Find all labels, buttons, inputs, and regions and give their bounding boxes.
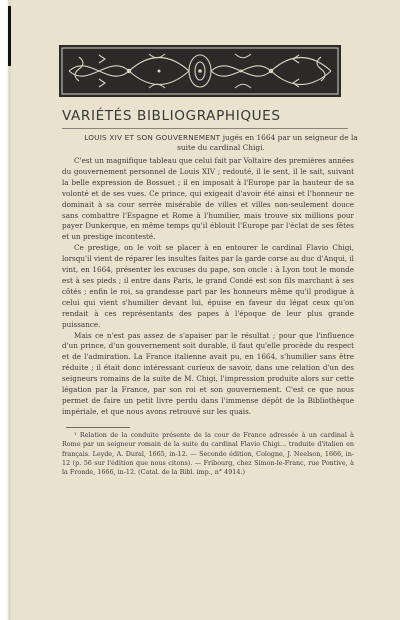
document-page: [4, 0, 400, 620]
article-body: [62, 156, 354, 418]
paragraph: Mais ce n'est pas assez de s'apaiser par le résultat ; pour que l'influence d'un prince, d'un gouvernement soit durable, il faut qu'elle procède du respect et de l'admiration. La France italienne avait pu, en 1664, s'humilier sans être réduite ; il était donc intéressant curieux de savoir, dans une relation d'un des seigneurs romains de la suite de M. Chigi, l'impression produite alors sur cette légation par la France, par son roi et son gouvernement. C'est ce que nous permet de faire un petit livre perdu dans l'immense dépôt de la Bibliothèque impériale, et que nous avons retrouvé sur les quais.: [62, 330, 354, 416]
page-edge: [4, 0, 12, 620]
footnote: ¹ Relation de la conduite présente de la cour de France adressée à un cardinal à Rome par un seigneur romain de la suite du cardinal Flavio Chigi… traduite d'italien en français. Leyde, A. Dural, 1665, in-12. — Seconde édition, Cologne, J. Neelson, 1666, in-12 (p. 56 sur l'édition que nous citons). — Fribourg, chez Simon-le-Franc, rue Pontive, à la Fronde, 1666, in-12. (Catal. de la Bibl. imp., n° 4914.): [62, 431, 354, 477]
heading-rule: [62, 128, 348, 129]
ornamental-headpiece-icon: [59, 45, 341, 97]
paragraph: C'est un magnifique tableau que celui fait par Voltaire des premières années du gouvernement personnel de Louis XIV ; redouté, il le sent, il le sait, suivant la belle expression de Bossuet ; il en imposait à l'Europe par la hauteur de sa volonté et de ses vues. Ce prince, qui exigeait d'avoir été ainsi et l'honneur ne dominait à sa cour serrée misérable de villes et villes non-seulement douce sans combattre l'Espagne et Rome à l'humilier, mais trouve six millions pour payer Dunkerque, en même temps qu'il éblouit l'Europe par l'éclat de ses fêtes et un prestige incontesté.: [62, 156, 354, 242]
footnotes: [62, 431, 354, 477]
binding-mark: [8, 6, 11, 66]
footnote-rule: [66, 427, 130, 428]
article-title: [76, 133, 366, 153]
paragraph: Ce prestige, on le voit se placer à en entourer le cardinal Flavio Chigi, lorsqu'il vient de réparer les insultes faites par la garde corse au duc d'Anqui, il vint, en 1664, présenter les excuses du pape, son oncle : à Lyon tout le monde est à ses pieds ; il entre dans Paris, le grand Condé est son fils marchant à ses côtés ; enfin le roi, sa grandesse part par les honneurs même qu'il prodigue à celui qui vient s'humilier devant lui, épuise en faveur du légat ceux qu'on rendait à ces représentants des papes à l'époque de leur plus grande puissance.: [62, 243, 354, 329]
section-heading: VARIÉTÉS BIBLIOGRAPHIQUES: [62, 108, 281, 124]
article-title-rest: jugés en 1664 par un seigneur de la suite du cardinal Chigi.: [177, 133, 358, 152]
article-title-caps: LOUIS XIV ET SON GOUVERNEMENT: [84, 133, 221, 142]
